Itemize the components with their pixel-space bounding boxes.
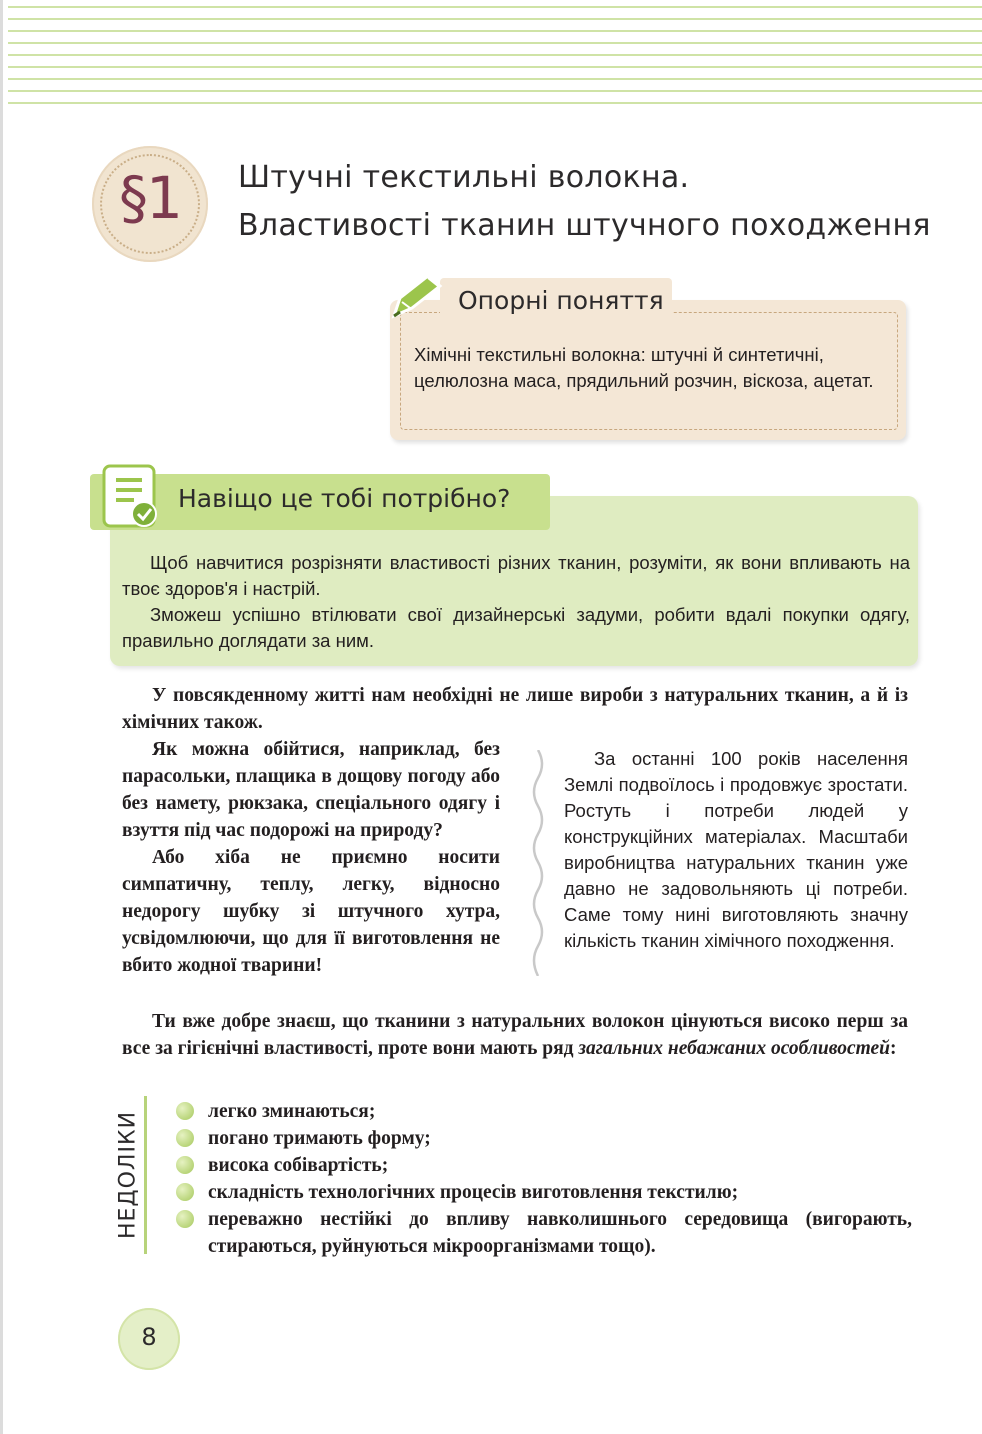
page-number-badge xyxy=(118,1308,180,1370)
body-left-column xyxy=(122,736,500,979)
pencil-icon xyxy=(388,272,452,324)
wave-divider xyxy=(526,750,550,976)
bullet-icon xyxy=(176,1156,194,1174)
why-needed-title: Навіщо це тобі потрібно? xyxy=(178,484,511,513)
body-paragraph: Або хіба не приємно носити симпатичну, теплу, легку, відносно недорогу шубку зі штучного хутра, усвідомлюючи, що для її виготовлення не вбито жодної тварини! xyxy=(122,847,500,976)
section-seal xyxy=(92,146,208,262)
bullet-icon xyxy=(176,1210,194,1228)
body-paragraph: У повсякденному житті нам необхідні не лише вироби з натуральних тканин, а й із хімічних також. xyxy=(122,685,908,733)
section-number: §1 xyxy=(119,164,181,232)
page-title-line2: Властивості тканин штучного походження xyxy=(238,208,931,243)
body-intro xyxy=(122,682,908,736)
key-concepts-title: Опорні поняття xyxy=(458,286,664,315)
body-paragraph: Як можна обійтися, наприклад, без парасольки, плащика в дощову погоду або без намету, рюкзака, спеціального одягу і взуття під час подорожі на природу? xyxy=(122,739,500,841)
side-note-text: За останні 100 років населення Землі подвоїлось і продовжує зростати. Ростуть і потреби людей у конструкційних матеріалах. Масштаби виробництва натуральних тканин уже давно не задовольняють ці потреби. Саме тому нині виготовляють значну кількість тканин хімічного походження. xyxy=(564,748,908,951)
bullet-icon xyxy=(176,1102,194,1120)
list-item: переважно нестійкі до впливу навколишнього середовища (вигорають, стираються, руйнуються мікроорганізмами тощо). xyxy=(176,1206,912,1260)
page-number: 8 xyxy=(141,1323,157,1351)
side-note xyxy=(564,746,908,954)
list-item: складність технологічних процесів виготовлення текстилю; xyxy=(176,1179,912,1206)
decorative-lines xyxy=(8,6,982,106)
drawbacks-list xyxy=(176,1098,912,1260)
body-drawbacks-intro xyxy=(122,1008,908,1062)
page-title-line1: Штучні текстильні волокна. xyxy=(238,160,690,195)
page-edge xyxy=(0,0,3,1434)
drawbacks-label xyxy=(108,1100,148,1250)
bullet-icon xyxy=(176,1183,194,1201)
why-needed-paragraph: Щоб навчитися розрізняти властивості різних тканин, розуміти, як вони впливають на твоє здоров'я і настрій. xyxy=(122,552,910,599)
body-paragraph xyxy=(122,1008,908,1062)
why-needed-text xyxy=(122,550,910,654)
list-item: погано тримають форму; xyxy=(176,1125,912,1152)
drawbacks-label-text: НЕДОЛІКИ xyxy=(115,1110,141,1240)
checklist-icon xyxy=(98,462,164,534)
body-text-part: : xyxy=(890,1038,897,1059)
bullet-icon xyxy=(176,1129,194,1147)
body-text-part: Ти вже добре знаєш, що тканини з натуральних волокон цінуються високо перш за все за гігієнічні властивості, проте вони мають ряд xyxy=(122,1011,908,1059)
list-item: висока собівартість; xyxy=(176,1152,912,1179)
list-item: легко зминаються; xyxy=(176,1098,912,1125)
body-emphasis: загальних небажаних особливостей xyxy=(578,1038,891,1059)
why-needed-paragraph: Зможеш успішно втілювати свої дизайнерські задуми, робити вдалі покупки одягу, правильно доглядати за ним. xyxy=(122,604,910,651)
key-concepts-text: Хімічні текстильні волокна: штучні й синтетичні, целюлозна маса, прядильний розчин, віскоза, ацетат. xyxy=(414,344,874,391)
drawbacks-divider xyxy=(144,1096,147,1254)
